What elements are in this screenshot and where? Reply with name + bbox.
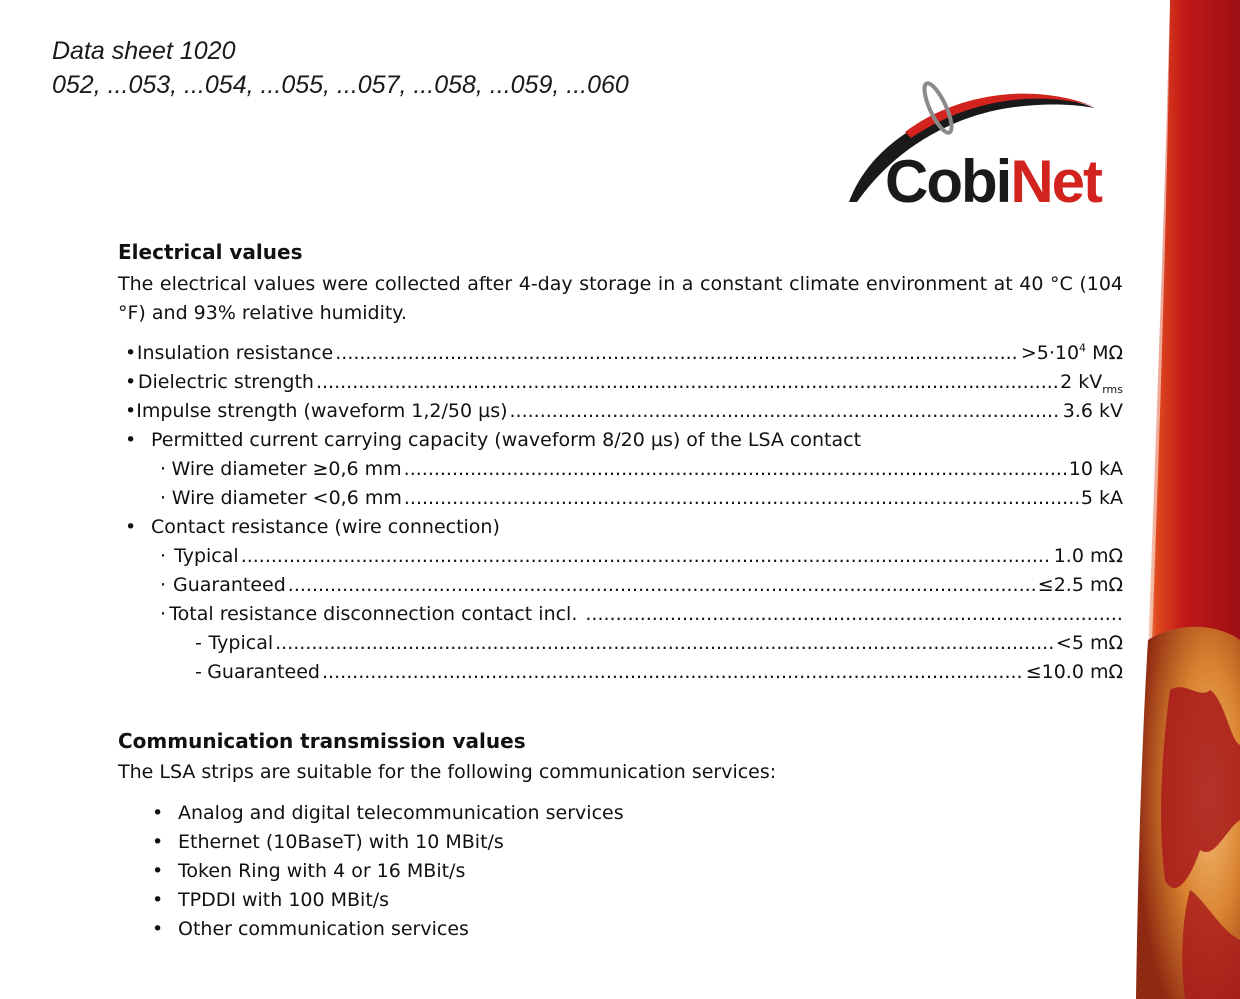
- bullet: •: [125, 400, 137, 422]
- list-item: • Analog and digital telecommunication services: [118, 799, 1123, 828]
- spec-value: 1.0 mΩ: [1053, 545, 1123, 567]
- spec-value: 10 kA: [1068, 458, 1123, 480]
- spec-value: $>5\cdot 10^4$ MΩ: [1020, 341, 1123, 364]
- bullet: •: [152, 802, 164, 824]
- spec-contact-guaranteed: · Guaranteed ..... ≤2.5 mΩ: [118, 571, 1123, 600]
- electrical-intro: The electrical values were collected after 4-day storage in a constant climate environment at 40 °C (104 °F) and 93% relative humidity.: [118, 273, 1123, 324]
- bullet: •: [152, 860, 164, 882]
- main-content: [118, 236, 1123, 944]
- list-item: • Other communication services: [118, 915, 1123, 944]
- dash-marker: -: [195, 632, 202, 654]
- bullet: •: [152, 831, 164, 853]
- list-item: • Token Ring with 4 or 16 MBit/s: [118, 857, 1123, 886]
- list-item: • TPDDI with 100 MBit/s: [118, 886, 1123, 915]
- electrical-values-heading: Electrical values: [118, 240, 303, 264]
- document-header: [52, 34, 629, 102]
- communication-intro: The LSA strips are suitable for the following communication services:: [118, 761, 777, 783]
- spec-insulation-resistance: • Insulation resistance ..... $>5\cdot 10^4$ MΩ: [118, 339, 1123, 368]
- spec-value: ≤2.5 mΩ: [1037, 574, 1123, 596]
- bullet: •: [125, 342, 137, 364]
- list-item: • Ethernet (10BaseT) with 10 MBit/s: [118, 828, 1123, 857]
- sub-bullet: ·: [160, 545, 167, 567]
- spec-dielectric-strength: • Dielectric strength ..... 2 $kV_{rms}$: [118, 368, 1123, 397]
- electrical-spec-list: [118, 339, 1123, 687]
- dot-leader: [404, 455, 1067, 484]
- dot-leader: [404, 484, 1079, 513]
- communication-services-list: [118, 799, 1123, 944]
- dot-leader: [510, 397, 1061, 426]
- sub-bullet: ·: [160, 574, 167, 596]
- bullet: •: [125, 429, 137, 451]
- sub-bullet: ·: [160, 603, 167, 625]
- dot-leader: [585, 600, 1121, 629]
- bullet: •: [125, 371, 137, 393]
- cobinet-logo: [845, 70, 1115, 215]
- datasheet-title: Data sheet 1020: [52, 37, 236, 65]
- spec-value: <5 mΩ: [1055, 632, 1123, 654]
- spec-value: 2 $kV_{rms}$: [1060, 371, 1123, 396]
- dot-leader: [288, 571, 1036, 600]
- spec-current-capacity: • Permitted current carrying capacity (waveform 8/20 µs) of the LSA contact: [118, 426, 1123, 455]
- spec-contact-typical: · Typical ..... 1.0 mΩ: [118, 542, 1123, 571]
- spec-total-guaranteed: - Guaranteed ..... ≤10.0 mΩ: [118, 658, 1123, 687]
- spec-wire-diameter-small: · Wire diameter <0,6 mm ..... 5 kA: [118, 484, 1123, 513]
- spec-total-typical: - Typical ..... <5 mΩ: [118, 629, 1123, 658]
- bullet: •: [152, 889, 164, 911]
- logo-wordmark: CobiNet: [885, 148, 1101, 215]
- decorative-side-band: [1130, 0, 1240, 999]
- spec-impulse-strength: • Impulse strength (waveform 1,2/50 µs) ..... 3.6 kV: [118, 397, 1123, 426]
- spec-value: 3.6 kV: [1062, 400, 1123, 422]
- dash-marker: -: [195, 661, 202, 683]
- spec-value: 5 kA: [1080, 487, 1123, 509]
- spec-wire-diameter-large: · Wire diameter ≥0,6 mm ..... 10 kA: [118, 455, 1123, 484]
- dot-leader: [241, 542, 1052, 571]
- datasheet-part-numbers: 052, ...053, ...054, ...055, ...057, ...058, ...059, ...060: [52, 71, 629, 99]
- spec-total-resistance: · Total resistance disconnection contact incl. .....: [118, 600, 1123, 629]
- dot-leader: [322, 658, 1024, 687]
- spec-value: ≤10.0 mΩ: [1025, 661, 1123, 683]
- dot-leader: [335, 339, 1019, 368]
- communication-heading: Communication transmission values: [118, 729, 526, 753]
- dot-leader: [316, 368, 1058, 397]
- dot-leader: [275, 629, 1054, 658]
- spec-contact-resistance: • Contact resistance (wire connection): [118, 513, 1123, 542]
- sub-bullet: ·: [160, 487, 167, 509]
- bullet: •: [152, 918, 164, 940]
- bullet: •: [125, 516, 137, 538]
- sub-bullet: ·: [160, 458, 167, 480]
